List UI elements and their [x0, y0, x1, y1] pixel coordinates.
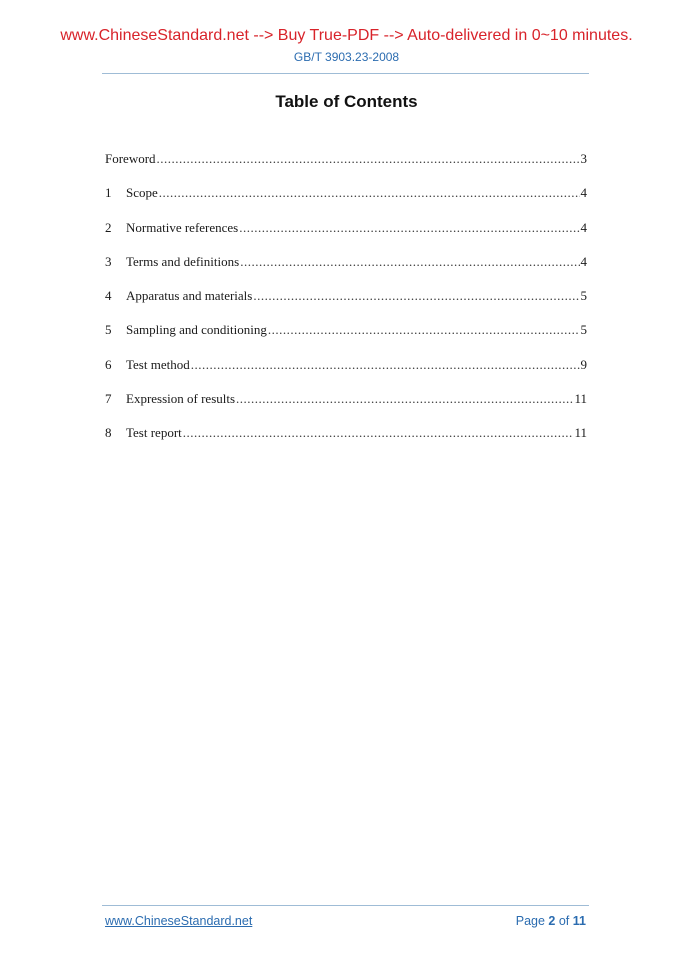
toc-entry-label: Normative references	[126, 219, 239, 235]
promo-banner-link[interactable]: www.ChineseStandard.net --> Buy True-PDF --> Auto-delivered in 0~10 minutes.	[60, 27, 633, 44]
toc-entry-number: 3	[105, 253, 112, 269]
toc-dot-leader	[253, 288, 579, 303]
toc-dot-leader	[159, 185, 580, 200]
header-divider	[102, 73, 589, 74]
toc-entry-sampling-and-conditioning[interactable]	[105, 322, 587, 356]
toc-entry-number: 4	[105, 288, 112, 304]
toc-entry-apparatus-and-materials[interactable]	[105, 288, 587, 322]
toc-entry-label: Apparatus and materials	[126, 288, 253, 304]
toc-entry-foreword[interactable]	[105, 151, 587, 185]
toc-entry-normative-references[interactable]	[105, 220, 587, 254]
toc-entry-label: Foreword	[105, 151, 156, 166]
toc-dot-leader	[239, 220, 579, 235]
page-indicator	[516, 914, 586, 928]
toc-entry-number: 6	[105, 356, 112, 372]
toc-entry-number: 1	[105, 185, 112, 201]
toc-entry-page: 3	[580, 151, 587, 166]
footer-divider	[102, 905, 589, 906]
toc-dot-leader	[191, 357, 580, 372]
table-of-contents	[105, 151, 587, 460]
toc-entry-label: Expression of results	[126, 391, 236, 407]
footer-site-link[interactable]: www.ChineseStandard.net	[105, 914, 253, 928]
toc-entry-expression-of-results[interactable]	[105, 391, 587, 425]
toc-entry-number: 7	[105, 391, 112, 407]
toc-dot-leader	[183, 425, 574, 440]
toc-entry-page: 4	[580, 219, 587, 235]
page-word: Page	[515, 914, 545, 928]
toc-entry-test-method[interactable]	[105, 357, 587, 391]
toc-entry-page: 11	[574, 425, 587, 441]
toc-entry-label: Scope	[126, 185, 158, 201]
toc-entry-label: Sampling and conditioning	[126, 322, 267, 338]
toc-dot-leader	[240, 254, 579, 269]
toc-dot-leader	[268, 322, 580, 337]
toc-entry-number: 2	[105, 219, 112, 235]
toc-entry-page: 5	[580, 322, 587, 338]
toc-entry-test-report[interactable]	[105, 425, 587, 459]
toc-entry-scope[interactable]	[105, 185, 587, 219]
toc-entry-page: 5	[580, 288, 587, 304]
toc-entry-page: 4	[580, 185, 587, 201]
toc-dot-leader	[236, 391, 573, 406]
toc-title: Table of Contents	[275, 92, 418, 111]
toc-entry-label: Test report	[126, 425, 182, 441]
toc-entry-number: 8	[105, 425, 112, 441]
toc-entry-page: 9	[580, 356, 587, 372]
toc-entry-number: 5	[105, 322, 112, 338]
toc-dot-leader	[157, 151, 580, 166]
page-of: of	[558, 914, 570, 928]
toc-entry-label: Terms and definitions	[126, 253, 240, 269]
page-current: 2	[548, 914, 556, 928]
document-id: GB/T 3903.23-2008	[293, 50, 400, 64]
page-total: 11	[572, 914, 586, 928]
toc-entry-label: Test method	[126, 356, 190, 372]
toc-entry-page: 11	[574, 391, 587, 407]
toc-entry-page: 4	[580, 253, 587, 269]
toc-entry-terms-and-definitions[interactable]	[105, 254, 587, 288]
